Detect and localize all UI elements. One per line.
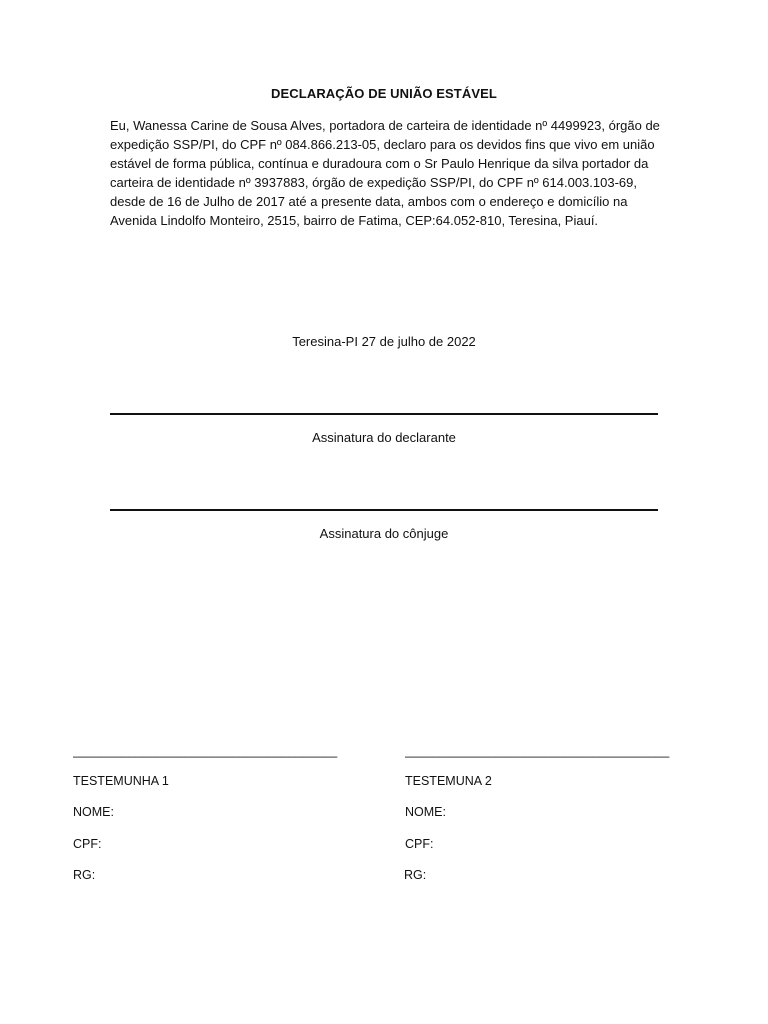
witness-1-title: TESTEMUNHA 1 [73, 774, 169, 788]
body-line: Eu, Wanessa Carine de Sousa Alves, portadora de carteira de identidade nº 4499923, órgão de [110, 118, 660, 133]
spouse-signature-label: Assinatura do cônjuge [319, 526, 449, 541]
witness-1-block [73, 744, 343, 894]
witness-2-cpf-label: CPF: [405, 837, 434, 851]
witness-1-name-label: NOME: [73, 805, 114, 819]
body-line: desde de 16 de Julho de 2017 até a presente data, ambos com o endereço e domicílio na [110, 194, 628, 209]
body-line: expedição SSP/PI, do CPF nº 084.866.213-05, declaro para os devidos fins que vivo em união [110, 137, 655, 152]
witness-2-block [405, 744, 675, 894]
date-line: Teresina-PI 27 de julho de 2022 [292, 334, 476, 349]
witness-1-rg-label: RG: [73, 868, 96, 882]
witness-1-signature-line: ______________________________________ [73, 744, 338, 758]
witness-2-name-label: NOME: [405, 805, 446, 819]
witness-2-title: TESTEMUNA 2 [405, 774, 492, 788]
declaration-body [110, 116, 662, 230]
body-line: Avenida Lindolfo Monteiro, 2515, bairro de Fatima, CEP:64.052-810, Teresina, Piauí. [110, 213, 599, 228]
witness-2-signature-line: ______________________________________ [405, 744, 670, 758]
body-line: carteira de identidade nº 3937883, órgão de expedição SSP/PI, do CPF nº 614.003.103-69, [110, 175, 637, 190]
declarant-signature-line [110, 413, 658, 415]
witness-1-cpf-label: CPF: [73, 837, 102, 851]
declarant-signature-label: Assinatura do declarante [312, 430, 456, 445]
witness-2-rg-label: RG: [404, 868, 427, 882]
body-line: estável de forma pública, contínua e duradoura com o Sr Paulo Henrique da silva portador da [110, 156, 649, 171]
document-title: DECLARAÇÃO DE UNIÃO ESTÁVEL [271, 86, 497, 101]
spouse-signature-line [110, 509, 658, 511]
